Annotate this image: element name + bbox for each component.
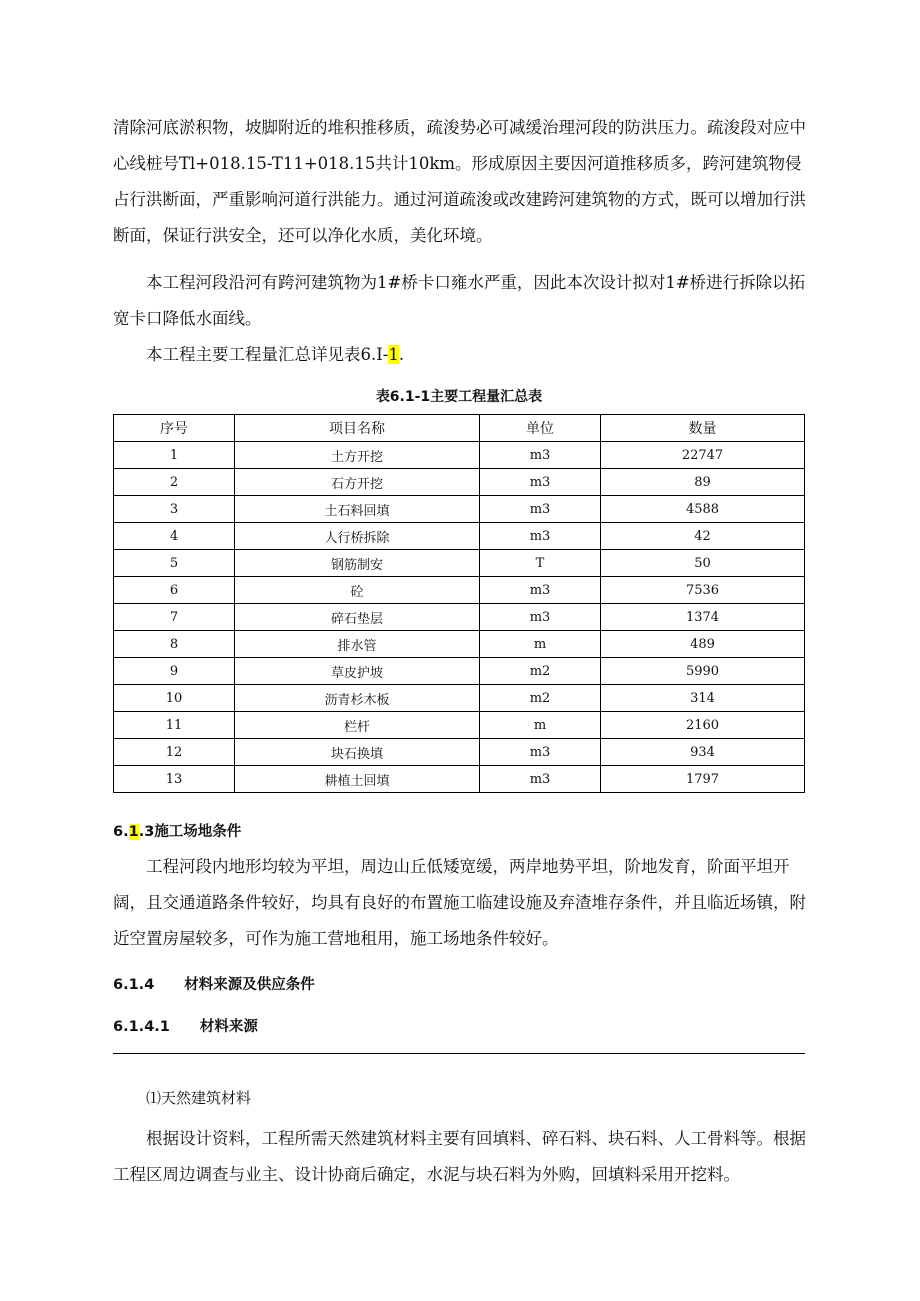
materials-text: 根据设计资料，工程所需天然建筑材料主要有回填料、碎石料、块石料、人工骨料等。根据工程区周边调查与业主、设计协商后确定，水泥与块石料为外购，回填料采用开挖料。 (113, 1129, 806, 1184)
cell-unit: m3 (480, 496, 601, 523)
section-heading-6-1-3 (113, 820, 241, 841)
table-row (114, 658, 805, 685)
section-title: 施工场地条件 (154, 824, 242, 840)
table-header-row (114, 415, 805, 442)
cell-unit: m3 (480, 442, 601, 469)
cell-quantity: 1374 (601, 604, 805, 631)
cell-unit: m3 (480, 739, 601, 766)
cell-quantity: 934 (601, 739, 805, 766)
section-title: 材料来源 (199, 1019, 258, 1035)
table-row (114, 469, 805, 496)
cell-index: 13 (114, 766, 235, 793)
body-paragraph-materials (113, 1121, 813, 1193)
cell-unit: m2 (480, 658, 601, 685)
cell-unit: m2 (480, 685, 601, 712)
table-ref-highlight: 1 (388, 345, 399, 364)
table-row (114, 685, 805, 712)
cell-index: 10 (114, 685, 235, 712)
cell-quantity: 7536 (601, 577, 805, 604)
section-title: 材料来源及供应条件 (184, 977, 315, 993)
cell-item-name: 沥青杉木板 (235, 685, 480, 712)
cell-quantity: 1797 (601, 766, 805, 793)
section-number: 6.1.4 (113, 977, 155, 993)
cell-unit: m3 (480, 766, 601, 793)
cell-item-name: 砼 (235, 577, 480, 604)
cell-quantity: 50 (601, 550, 805, 577)
cell-unit: m3 (480, 577, 601, 604)
cell-index: 1 (114, 442, 235, 469)
header-index: 序号 (114, 415, 235, 442)
cell-item-name: 耕植土回填 (235, 766, 480, 793)
table-row (114, 739, 805, 766)
cell-item-name: 草皮护坡 (235, 658, 480, 685)
cell-unit: m (480, 712, 601, 739)
cell-index: 7 (114, 604, 235, 631)
cell-index: 6 (114, 577, 235, 604)
table-ref-end: . (398, 345, 405, 364)
cell-item-name: 钢筋制安 (235, 550, 480, 577)
cell-quantity: 89 (601, 469, 805, 496)
cell-index: 4 (114, 523, 235, 550)
cell-index: 8 (114, 631, 235, 658)
section-number-highlight: 1 (128, 824, 139, 840)
cell-quantity: 4588 (601, 496, 805, 523)
site-text: 工程河段内地形均较为平坦，周边山丘低矮宽缓，两岸地势平坦，阶地发育，阶面平坦开阔，且交通道路条件较好，均具有良好的布置施工临建设施及弃渣堆存条件，并且临近场镇，附近空置房屋较多，可作为施工营地租用，施工场地条件较好。 (113, 857, 806, 948)
section-heading-6-1-4 (113, 973, 315, 994)
section-number-a: 6. (113, 824, 129, 840)
body-paragraph-site (113, 849, 813, 957)
cell-item-name: 块石换填 (235, 739, 480, 766)
table-row (114, 604, 805, 631)
section-number: 6.1.4.1 (113, 1019, 170, 1035)
cell-quantity: 2160 (601, 712, 805, 739)
section-heading-6-1-4-1 (113, 1015, 258, 1036)
cell-item-name: 土方开挖 (235, 442, 480, 469)
header-unit: 单位 (480, 415, 601, 442)
cell-item-name: 土石料回填 (235, 496, 480, 523)
cell-unit: m3 (480, 604, 601, 631)
table-row (114, 550, 805, 577)
bridge-text: 本工程河段沿河有跨河建筑物为1#桥卡口雍水严重，因此本次设计拟对1#桥进行拆除以拓宽卡口降低水面线。 (113, 273, 806, 328)
cell-index: 11 (114, 712, 235, 739)
quantity-table (113, 414, 805, 793)
table-row (114, 631, 805, 658)
cell-index: 5 (114, 550, 235, 577)
table-caption: 表6.1-1主要工程量汇总表 (375, 389, 543, 405)
cell-quantity: 42 (601, 523, 805, 550)
section-number-b: .3 (138, 824, 155, 840)
table-ref-text: 本工程主要工程量汇总详见表6.I- (146, 345, 389, 364)
table-row (114, 712, 805, 739)
body-paragraph-table-ref (113, 337, 813, 373)
cell-quantity: 314 (601, 685, 805, 712)
cell-quantity: 22747 (601, 442, 805, 469)
cell-index: 2 (114, 469, 235, 496)
header-item-name: 项目名称 (235, 415, 480, 442)
cell-unit: m3 (480, 523, 601, 550)
cell-item-name: 石方开挖 (235, 469, 480, 496)
table-row (114, 442, 805, 469)
cell-item-name: 排水管 (235, 631, 480, 658)
table-row (114, 577, 805, 604)
table-row (114, 496, 805, 523)
cell-index: 12 (114, 739, 235, 766)
header-quantity: 数量 (601, 415, 805, 442)
cell-quantity: 489 (601, 631, 805, 658)
cell-unit: T (480, 550, 601, 577)
table-row (114, 523, 805, 550)
cell-unit: m (480, 631, 601, 658)
body-paragraph-dredging: 清除河底淤积物，坡脚附近的堆积推移质，疏浚势必可减缓治理河段的防洪压力。疏浚段对应中心线桩号Tl+018.15-T11+018.15共计10km。形成原因主要因河道推移质多，跨河建筑物侵占行洪断面，严重影响河道行洪能力。通过河道疏浚或改建跨河建筑物的方式，既可以增加行洪断面，保证行洪安全，还可以净化水质，美化环境。 (113, 118, 806, 245)
cell-quantity: 5990 (601, 658, 805, 685)
table-row (114, 766, 805, 793)
cell-item-name: 栏杆 (235, 712, 480, 739)
cell-unit: m3 (480, 469, 601, 496)
body-paragraph-bridge (113, 265, 813, 337)
cell-index: 9 (114, 658, 235, 685)
divider-line (113, 1053, 805, 1054)
cell-index: 3 (114, 496, 235, 523)
subheading-natural-materials: ⑴天然建筑材料 (146, 1089, 252, 1107)
cell-item-name: 人行桥拆除 (235, 523, 480, 550)
cell-item-name: 碎石垫层 (235, 604, 480, 631)
